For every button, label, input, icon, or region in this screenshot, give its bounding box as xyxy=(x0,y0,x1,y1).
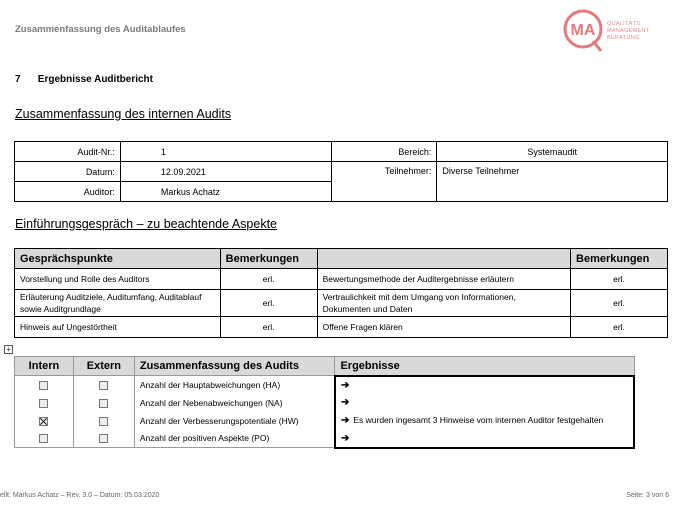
table-row xyxy=(15,290,668,317)
intro-remark: erl. xyxy=(220,269,317,290)
intern-checkbox[interactable] xyxy=(39,381,48,390)
section-number: 7 xyxy=(15,74,21,85)
teilnehmer-value: Diverse Teilnehmer xyxy=(437,162,668,202)
table-row xyxy=(15,269,668,290)
audit-info-table xyxy=(14,141,668,202)
intro-remark: erl. xyxy=(220,317,317,338)
result-cell[interactable] xyxy=(335,394,634,412)
table-row xyxy=(15,376,635,394)
extern-checkbox[interactable] xyxy=(99,434,108,443)
summary-header-results: Ergebnisse xyxy=(335,357,634,376)
intro-heading: Einführungsgespräch – zu beachtende Aspekte xyxy=(15,217,277,231)
section-heading xyxy=(15,74,153,85)
intro-header-remarks-2: Bemerkungen xyxy=(571,249,668,269)
intro-remark: erl. xyxy=(571,269,668,290)
summary-item-label: Anzahl der positiven Aspekte (PO) xyxy=(134,430,335,448)
arrow-right-icon: ➔ xyxy=(340,432,350,444)
summary-header-summary: Zusammenfassung des Audits xyxy=(134,357,335,376)
result-cell[interactable] xyxy=(335,430,634,448)
summary-item-label: Anzahl der Nebenabweichungen (NA) xyxy=(134,394,335,412)
audit-nr-value: 1 xyxy=(120,142,331,162)
result-cell[interactable]: ➔ Es wurden ingesamt 3 Hinweise vom internen Auditor festgehalten xyxy=(335,412,634,430)
intro-remark: erl. xyxy=(571,290,668,317)
teilnehmer-label: Teilnehmer: xyxy=(331,162,437,202)
company-logo xyxy=(561,7,671,55)
intro-point: Vorstellung und Rolle des Auditors xyxy=(15,269,221,290)
datum-value: 12.09.2021 xyxy=(120,162,331,182)
intro-point: Vertraulichkeit mit dem Umgang von Informationen, Dokumenten und Daten xyxy=(317,290,570,317)
audit-nr-label: Audit-Nr.: xyxy=(15,142,121,162)
footer-revision: ellt: Markus Achatz – Rev. 3.0 – Datum: 05.03.2020 xyxy=(0,492,160,499)
document-header-title: Zusammenfassung des Auditablaufes xyxy=(15,24,186,35)
intro-point: Bewertungsmethode der Auditergebnisse erläutern xyxy=(317,269,570,290)
intro-header-remarks: Bemerkungen xyxy=(220,249,317,269)
arrow-right-icon: ➔ xyxy=(340,379,350,391)
summary-item-label: Anzahl der Hauptabweichungen (HA) xyxy=(134,376,335,394)
arrow-right-icon: ➔ xyxy=(340,397,350,408)
result-cell[interactable] xyxy=(335,376,634,394)
summary-item-label: Anzahl der Verbesserungspotentiale (HW) xyxy=(134,412,335,430)
intro-point: Offene Fragen klären xyxy=(317,317,570,338)
table-row xyxy=(15,430,635,448)
intern-checkbox[interactable] xyxy=(39,434,48,443)
summary-table xyxy=(14,356,635,449)
intro-table xyxy=(14,248,668,338)
datum-label: Datum: xyxy=(15,162,121,182)
table-row xyxy=(15,317,668,338)
intro-header-blank xyxy=(317,249,570,269)
table-row xyxy=(15,412,635,430)
bereich-value: Systemaudit xyxy=(437,142,668,162)
summary-header-intern: Intern xyxy=(15,357,74,376)
summary-heading: Zusammenfassung des internen Audits xyxy=(15,107,232,121)
summary-header-extern: Extern xyxy=(73,357,134,376)
intro-remark: erl. xyxy=(571,317,668,338)
intro-remark: erl. xyxy=(220,290,317,317)
logo-text: QUALITÄTS MANAGEMENT BERATUNG xyxy=(607,21,650,41)
logo-circle-icon xyxy=(561,7,609,55)
extern-checkbox[interactable] xyxy=(99,399,108,408)
intern-checkbox[interactable] xyxy=(39,399,48,408)
table-row xyxy=(15,394,635,412)
intro-point: Hinweis auf Ungestörtheit xyxy=(15,317,221,338)
intro-point: Erläuterung Auditziele, Auditumfang, Auditablauf sowie Auditgrundlage xyxy=(15,290,221,317)
footer-page-number: Seite: 3 von 6 xyxy=(626,492,669,499)
bereich-label: Bereich: xyxy=(331,142,437,162)
section-title: Ergebnisse Auditbericht xyxy=(37,74,153,85)
intern-checkbox-checked[interactable] xyxy=(39,417,48,426)
auditor-value: Markus Achatz xyxy=(120,182,331,202)
logo-letters: MA xyxy=(570,22,596,39)
extern-checkbox[interactable] xyxy=(99,381,108,390)
intro-header-points: Gesprächspunkte xyxy=(15,249,221,269)
table-move-handle-icon[interactable]: + xyxy=(4,345,13,354)
extern-checkbox[interactable] xyxy=(99,417,108,426)
arrow-right-icon: ➔ xyxy=(340,415,350,426)
auditor-label: Auditor: xyxy=(15,182,121,202)
